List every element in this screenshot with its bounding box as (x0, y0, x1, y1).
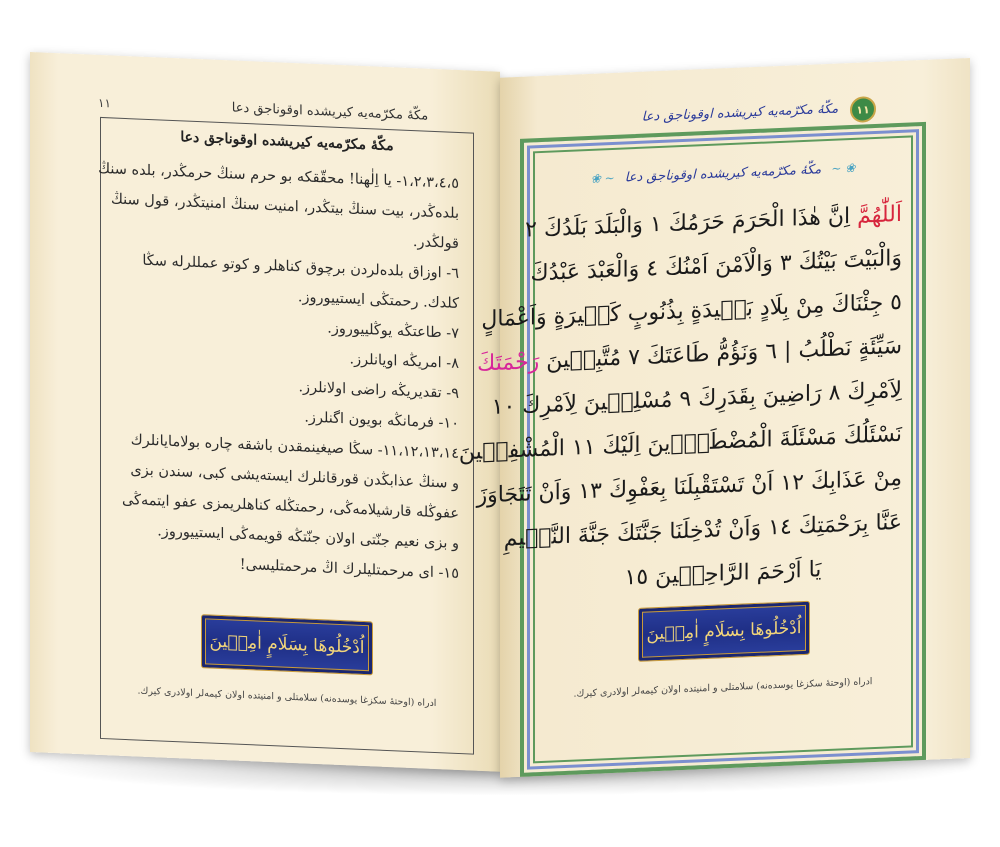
arabic-line: عَنَّا بِرَحْمَتِكَ ١٤ وَاَنْ تُدْخِلَنَا جَنَّتَكَ جَنَّةَ النَّع۪يمِ (503, 509, 902, 552)
ornament-icon: ❀ ∽ (831, 160, 856, 176)
text-line: ٦- اوزاق بلده‌لردن برچوق كناهلر و كوتو عمللرله سڭا (142, 252, 459, 282)
arabic-line: مِنْ عَذَابِكَ ١٢ اَنْ تَسْتَقْبِلَنَا بِعَفْوِكَ ١٣ وَاَنْ تَتَجَاوَزَ (476, 465, 902, 509)
subtitle-text: مكّهٔ مكرّمه‌یه كیریشده اوقوناجق دعا (624, 162, 822, 186)
allah-word: اَللّٰهُمَّ (857, 201, 902, 229)
text-line: ١٠- فرمانڭه بویون اگنلرز. (304, 409, 459, 432)
text-line: كلدك. رحمتڭی ایستییوروز. (297, 289, 459, 312)
right-page-number-medallion: ١١ (850, 96, 876, 123)
rahmat-word: رَحْمَتَكَ (477, 349, 540, 377)
text-line: و بزی نعیم جنّتی اولان جنّتڭه قویمه‌ڭی ایستییوروز. (157, 523, 459, 552)
left-text-frame (100, 117, 474, 755)
left-page-title: مكّهٔ مكرّمه‌یه كیریشده اوقوناجق دعا (180, 129, 394, 155)
text-line: قولڭدر. (412, 234, 459, 252)
text-line: عفوڭله قارشیلامه‌ڭی، رحمتڭله كناهلریمزی عفو ایتمه‌ڭی (121, 491, 459, 522)
text-line: بلده‌ڭدر، بیت سنڭ بیتڭدر، امنیت سنڭ امنیتڭدر، قول سنڭ (110, 191, 459, 222)
arabic-line: ٥ جِئْنَاكَ مِنْ بِلَادٍ بَع۪يدَةٍ بِذُنُوبٍ كَث۪يرَةٍ وَاَعْمَالٍ (481, 289, 902, 333)
left-calligraphy-panel: اُدْخُلُوهَا بِسَلَامٍ اٰمِن۪ينَ (201, 614, 373, 675)
right-calligraphy-panel: اُدْخُلُوهَا بِسَلَامٍ اٰمِن۪ينَ (638, 601, 810, 662)
right-running-header: مكّهٔ مكرّمه‌یه كیریشده اوقوناجق دعا (641, 101, 839, 125)
left-text-block (98, 154, 459, 589)
left-page-number: ١١ (98, 95, 111, 111)
text-line: ١٥- ای مرحمتلیلرك اڭ مرحمتلیسی! (239, 556, 459, 582)
text-line: ٨- امریڭه اویانلرز. (349, 351, 459, 372)
arabic-line: وَالْبَيْتَ بَيْتُكَ ٣ وَالْاَمْنَ اَمْنُكَ ٤ وَالْعَبْدَ عَبْدُكَ (530, 245, 902, 287)
text-line: و سنڭ عذابڭدن قورقانلرك ایسته‌یشی كبی، سندن بزی (130, 462, 459, 492)
left-running-header: مكّهٔ مكرّمه‌یه كیریشده اوقوناجق دعا (231, 100, 429, 124)
left-footnote: ادراه (اوحتهٔ سكزغا یوسده‌نه) سلامتلى و امنيتده اولان كيمه‌لر اولادرى كيرك. (137, 685, 437, 710)
right-page (458, 58, 970, 778)
arabic-prayer-text (458, 193, 902, 604)
arabic-line: لِاَمْرِكَ ٨ رَاضِينَ بِقَدَرِكَ ٩ مُسْلِم۪ينَ لِاَمْرِكَ ١٠ (491, 377, 902, 421)
right-ornamental-frame (458, 122, 926, 777)
right-page-subtitle (524, 158, 922, 190)
text-line: ٩- تقدیریڭه راضی اولانلرز. (298, 379, 459, 402)
right-footnote: ادراه (اوحتهٔ سكزغا یوسده‌نه) سلامتلى و امنيتده اولان كيمه‌لر اولادرى كيرك. (573, 676, 873, 700)
ornament-icon: ∽ ❀ (590, 170, 615, 186)
text-line: ٧- طاعتڭه یوڭلییوروز. (327, 320, 459, 342)
text-line: ١،٢،٣،٤،٥- یا اِلٰهنا! محقّقكه بو حرم سنڭ حرمڭدر، بلده سنڭ (98, 160, 459, 192)
arabic-line-text: سَيِّئَةٍ نَطْلُبُ | ٦ وَنَؤُمُّ طَاعَتَكَ ٧ مُتَّبِع۪ينَ (546, 333, 902, 374)
arabic-line: نَسْئَلُكَ مَسْئَلَةَ الْمُضْطَرّ۪ينَ اِلَيْكَ ١١ الْمُشْفِق۪ينَ (458, 421, 902, 466)
arabic-line: يَا اَرْحَمَ الرَّاحِم۪ينَ ١٥ (624, 557, 822, 591)
arabic-line-text: اِنَّ هٰذَا الْحَرَمَ حَرَمُكَ ١ وَالْبَلَدَ بَلَدُكَ ٢ (525, 203, 858, 243)
left-page (30, 52, 500, 772)
text-line: ١١،١٢،١٣،١٤- سڭا صیغینمقدن باشقه چاره بولامایانلرك (130, 432, 459, 462)
